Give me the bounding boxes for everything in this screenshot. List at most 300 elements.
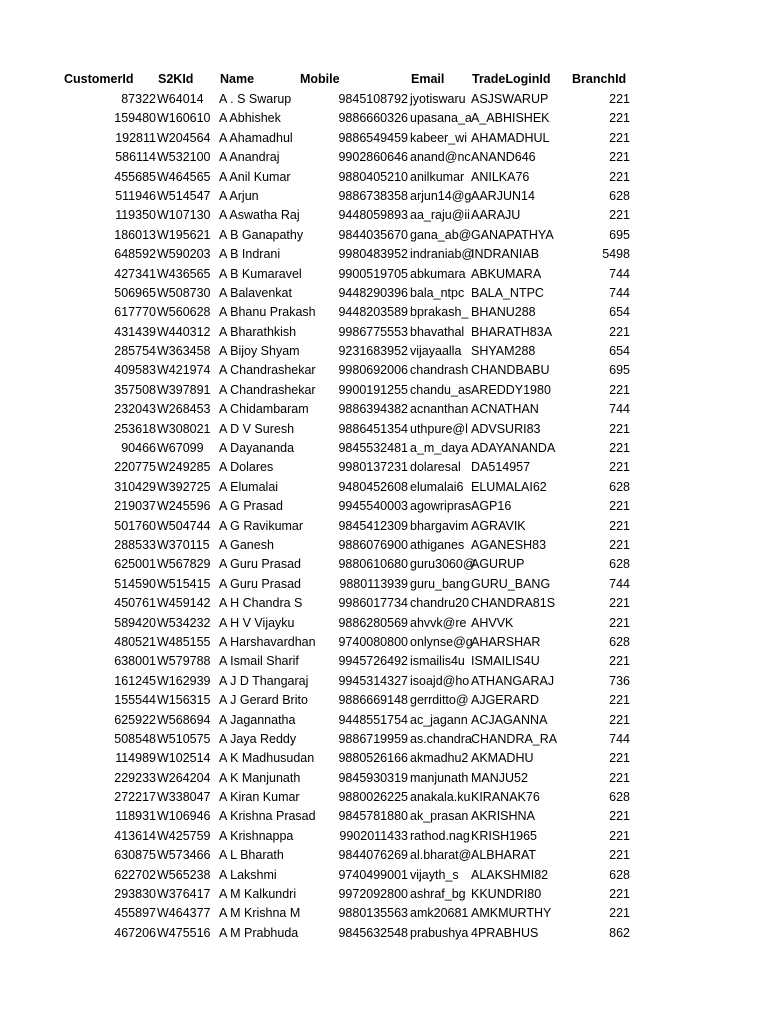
customer-id-cell[interactable]: 118931 [115, 809, 156, 824]
s2k-id-cell[interactable]: W515415 [157, 576, 211, 591]
customer-id-cell[interactable]: 586114 [115, 150, 156, 165]
branch-id-cell[interactable]: 221 [609, 615, 630, 630]
trade-login-id-cell[interactable]: AGANESH83 [471, 537, 547, 552]
trade-login-id-cell[interactable]: AHARSHAR [471, 634, 541, 649]
customer-id-cell[interactable]: 119350 [115, 208, 156, 223]
trade-login-id-cell[interactable]: BHARATH83A [471, 324, 553, 339]
branch-id-cell[interactable]: 628 [609, 790, 630, 805]
mobile-cell[interactable]: 9448203589 [338, 305, 408, 320]
email-cell[interactable]: chandu_as [410, 382, 472, 397]
customer-id-cell[interactable]: 220775 [114, 460, 156, 475]
s2k-id-cell[interactable]: W376417 [157, 887, 211, 902]
mobile-cell[interactable]: 9880113939 [339, 576, 408, 591]
customer-id-cell[interactable]: 285754 [114, 344, 156, 359]
branch-id-cell[interactable]: 221 [609, 92, 630, 106]
name-cell[interactable]: A H V Vijayku [219, 615, 295, 630]
trade-login-id-cell[interactable]: ADAYANANDA [471, 441, 556, 456]
trade-login-id-cell[interactable]: CHANDRA_RA [471, 731, 558, 746]
email-cell[interactable]: manjunath [410, 770, 469, 785]
branch-id-cell[interactable]: 221 [609, 906, 630, 921]
trade-login-id-cell[interactable]: ISMAILIS4U [471, 654, 540, 669]
col-header-s2k-id[interactable]: S2KId [158, 72, 194, 86]
email-cell[interactable]: ac_jagann [410, 712, 468, 727]
email-cell[interactable]: anakala.ku [410, 790, 471, 805]
mobile-cell[interactable]: 9448290396 [338, 285, 408, 300]
trade-login-id-cell[interactable]: AKRISHNA [471, 809, 535, 824]
customer-id-cell[interactable]: 514590 [114, 576, 156, 591]
email-cell[interactable]: athiganes [410, 537, 465, 552]
s2k-id-cell[interactable]: W249285 [157, 460, 211, 475]
customer-id-cell[interactable]: 186013 [114, 227, 156, 242]
branch-id-cell[interactable]: 221 [609, 421, 630, 436]
mobile-cell[interactable]: 9845532481 [338, 441, 408, 456]
branch-id-cell[interactable]: 221 [609, 111, 630, 126]
trade-login-id-cell[interactable]: AARAJU [471, 208, 521, 223]
mobile-cell[interactable]: 9986017734 [338, 596, 408, 611]
name-cell[interactable]: A J Gerard Brito [219, 693, 308, 708]
s2k-id-cell[interactable]: W565238 [157, 867, 211, 882]
s2k-id-cell[interactable]: W363458 [157, 344, 211, 359]
s2k-id-cell[interactable]: W567829 [157, 557, 211, 572]
name-cell[interactable]: A Bhanu Prakash [219, 305, 316, 320]
name-cell[interactable]: A B Kumaravel [219, 266, 302, 281]
email-cell[interactable]: elumalai6 [410, 479, 464, 494]
name-cell[interactable]: A G Prasad [219, 499, 283, 514]
customer-id-cell[interactable]: 589420 [114, 615, 156, 630]
email-cell[interactable]: prabushya [410, 925, 469, 940]
customer-id-cell[interactable]: 87322 [121, 92, 156, 106]
name-cell[interactable]: A Ganesh [219, 537, 274, 552]
email-cell[interactable]: onlynse@g [410, 634, 473, 649]
name-cell[interactable]: A Bharathkish [219, 324, 297, 339]
branch-id-cell[interactable]: 744 [609, 731, 630, 746]
trade-login-id-cell[interactable]: KRISH1965 [471, 828, 538, 843]
trade-login-id-cell[interactable]: AGRAVIK [471, 518, 526, 533]
customer-id-cell[interactable]: 288533 [114, 537, 156, 552]
s2k-id-cell[interactable]: W102514 [157, 751, 211, 766]
name-cell[interactable]: A Chidambaram [219, 402, 309, 417]
mobile-cell[interactable]: 9880135563 [338, 906, 408, 921]
customer-id-cell[interactable]: 357508 [114, 382, 156, 397]
branch-id-cell[interactable]: 862 [609, 925, 630, 940]
s2k-id-cell[interactable]: W573466 [157, 848, 211, 863]
s2k-id-cell[interactable]: W67099 [157, 441, 204, 456]
email-cell[interactable]: upasana_a [410, 111, 472, 126]
branch-id-cell[interactable]: 221 [609, 324, 630, 339]
name-cell[interactable]: A Krishnappa [219, 828, 294, 843]
branch-id-cell[interactable]: 221 [609, 130, 630, 145]
email-cell[interactable]: chandru20 [410, 596, 470, 611]
trade-login-id-cell[interactable]: 4PRABHUS [471, 925, 539, 940]
name-cell[interactable]: A K Madhusudan [219, 751, 315, 766]
s2k-id-cell[interactable]: W425759 [157, 828, 211, 843]
col-header-name[interactable]: Name [220, 72, 255, 86]
branch-id-cell[interactable]: 744 [609, 402, 630, 417]
name-cell[interactable]: A Lakshmi [219, 867, 277, 882]
trade-login-id-cell[interactable]: ELUMALAI62 [471, 479, 547, 494]
mobile-cell[interactable]: 9886451354 [338, 421, 408, 436]
mobile-cell[interactable]: 9902011433 [339, 828, 408, 843]
customer-id-cell[interactable]: 161245 [114, 673, 156, 688]
mobile-cell[interactable]: 9886394382 [338, 402, 408, 417]
branch-id-cell[interactable]: 221 [609, 828, 630, 843]
branch-id-cell[interactable]: 221 [609, 518, 630, 533]
branch-id-cell[interactable]: 654 [609, 305, 630, 320]
branch-id-cell[interactable]: 5498 [602, 247, 630, 262]
customer-id-cell[interactable]: 427341 [114, 266, 156, 281]
customer-id-cell[interactable]: 293830 [114, 887, 156, 902]
s2k-id-cell[interactable]: W106946 [157, 809, 211, 824]
name-cell[interactable]: A M Krishna M [219, 906, 301, 921]
email-cell[interactable]: bhargavim [410, 518, 469, 533]
branch-id-cell[interactable]: 221 [609, 499, 630, 514]
trade-login-id-cell[interactable]: GURU_BANG [471, 576, 551, 591]
trade-login-id-cell[interactable]: ADVSURI83 [471, 421, 541, 436]
mobile-cell[interactable]: 9880526166 [338, 751, 408, 766]
name-cell[interactable]: A Krishna Prasad [219, 809, 316, 824]
branch-id-cell[interactable]: 221 [609, 441, 630, 456]
email-cell[interactable]: ashraf_bg [410, 887, 466, 902]
email-cell[interactable]: aa_raju@ii [410, 208, 470, 223]
name-cell[interactable]: A Guru Prasad [219, 576, 301, 591]
branch-id-cell[interactable]: 221 [609, 712, 630, 727]
branch-id-cell[interactable]: 221 [609, 382, 630, 397]
branch-id-cell[interactable]: 628 [609, 188, 630, 203]
customer-id-cell[interactable]: 506965 [114, 285, 156, 300]
s2k-id-cell[interactable]: W156315 [157, 693, 211, 708]
customer-id-cell[interactable]: 625922 [114, 712, 156, 727]
trade-login-id-cell[interactable]: GANAPATHYA [471, 227, 554, 242]
branch-id-cell[interactable]: 736 [609, 673, 630, 688]
name-cell[interactable]: A Chandrashekar [219, 382, 316, 397]
s2k-id-cell[interactable]: W268453 [157, 402, 211, 417]
email-cell[interactable]: dolaresal [410, 460, 461, 475]
mobile-cell[interactable]: 9945540003 [338, 499, 408, 514]
name-cell[interactable]: A Dolares [219, 460, 274, 475]
trade-login-id-cell[interactable]: AKMADHU [471, 751, 534, 766]
s2k-id-cell[interactable]: W397891 [157, 382, 211, 397]
mobile-cell[interactable]: 9448551754 [338, 712, 408, 727]
trade-login-id-cell[interactable]: BHANU288 [471, 305, 536, 320]
branch-id-cell[interactable]: 744 [609, 266, 630, 281]
mobile-cell[interactable]: 9844035670 [338, 227, 408, 242]
col-header-customer-id[interactable]: CustomerId [64, 72, 134, 86]
name-cell[interactable]: A Abhishek [219, 111, 281, 126]
trade-login-id-cell[interactable]: AHVVK [471, 615, 514, 630]
s2k-id-cell[interactable]: W534232 [157, 615, 211, 630]
branch-id-cell[interactable]: 221 [609, 150, 630, 165]
email-cell[interactable]: guru3060@ [410, 557, 476, 572]
s2k-id-cell[interactable]: W508730 [157, 285, 211, 300]
name-cell[interactable]: A Chandrashekar [219, 363, 316, 378]
email-cell[interactable]: kabeer_wi [410, 130, 467, 145]
customer-id-cell[interactable]: 232043 [114, 402, 156, 417]
trade-login-id-cell[interactable]: AJGERARD [471, 693, 540, 708]
branch-id-cell[interactable]: 221 [609, 887, 630, 902]
trade-login-id-cell[interactable]: AREDDY1980 [471, 382, 551, 397]
name-cell[interactable]: A . S Swarup [219, 92, 292, 106]
branch-id-cell[interactable]: 628 [609, 867, 630, 882]
s2k-id-cell[interactable]: W160610 [157, 111, 211, 126]
col-header-email[interactable]: Email [411, 72, 445, 86]
name-cell[interactable]: A G Ravikumar [219, 518, 304, 533]
customer-id-cell[interactable]: 114989 [115, 751, 156, 766]
name-cell[interactable]: A Anandraj [219, 150, 280, 165]
mobile-cell[interactable]: 9945726492 [338, 654, 408, 669]
name-cell[interactable]: A K Manjunath [219, 770, 301, 785]
branch-id-cell[interactable]: 654 [609, 344, 630, 359]
s2k-id-cell[interactable]: W485155 [157, 634, 211, 649]
customer-id-cell[interactable]: 638001 [114, 654, 156, 669]
email-cell[interactable]: arjun14@g [410, 188, 472, 203]
customer-id-cell[interactable]: 625001 [114, 557, 156, 572]
email-cell[interactable]: guru_bang [410, 576, 470, 591]
trade-login-id-cell[interactable]: AGURUP [471, 557, 525, 572]
mobile-cell[interactable]: 9886738358 [338, 188, 408, 203]
branch-id-cell[interactable]: 628 [609, 557, 630, 572]
trade-login-id-cell[interactable]: ASJSWARUP [471, 92, 549, 106]
branch-id-cell[interactable]: 628 [609, 479, 630, 494]
s2k-id-cell[interactable]: W560628 [157, 305, 211, 320]
name-cell[interactable]: A Jaya Reddy [219, 731, 297, 746]
trade-login-id-cell[interactable]: DA514957 [471, 460, 531, 475]
customer-id-cell[interactable]: 480521 [114, 634, 156, 649]
branch-id-cell[interactable]: 221 [609, 208, 630, 223]
trade-login-id-cell[interactable]: AMKMURTHY [471, 906, 552, 921]
customer-id-cell[interactable]: 648592 [114, 247, 156, 262]
trade-login-id-cell[interactable]: ANAND646 [471, 150, 536, 165]
s2k-id-cell[interactable]: W204564 [157, 130, 211, 145]
mobile-cell[interactable]: 9845412309 [338, 518, 408, 533]
s2k-id-cell[interactable]: W107130 [157, 208, 211, 223]
branch-id-cell[interactable]: 221 [609, 596, 630, 611]
mobile-cell[interactable]: 9480452608 [338, 479, 408, 494]
branch-id-cell[interactable]: 221 [609, 848, 630, 863]
trade-login-id-cell[interactable]: A_ABHISHEK [471, 111, 550, 126]
branch-id-cell[interactable]: 221 [609, 751, 630, 766]
trade-login-id-cell[interactable]: AARJUN14 [471, 188, 535, 203]
s2k-id-cell[interactable]: W510575 [157, 731, 211, 746]
s2k-id-cell[interactable]: W475516 [157, 925, 211, 940]
customer-id-cell[interactable]: 501760 [114, 518, 156, 533]
mobile-cell[interactable]: 9980483952 [338, 247, 408, 262]
customer-id-cell[interactable]: 409583 [114, 363, 156, 378]
mobile-cell[interactable]: 9980137231 [338, 460, 408, 475]
name-cell[interactable]: A Jagannatha [219, 712, 296, 727]
trade-login-id-cell[interactable]: MANJU52 [471, 770, 528, 785]
trade-login-id-cell[interactable]: CHANDBABU [471, 363, 550, 378]
col-header-branch-id[interactable]: BranchId [572, 72, 627, 86]
s2k-id-cell[interactable]: W370115 [157, 537, 210, 552]
branch-id-cell[interactable]: 695 [609, 363, 630, 378]
customer-id-cell[interactable]: 630875 [114, 848, 156, 863]
customer-id-cell[interactable]: 192811 [115, 130, 156, 145]
s2k-id-cell[interactable]: W421974 [157, 363, 211, 378]
mobile-cell[interactable]: 9945314327 [338, 673, 408, 688]
mobile-cell[interactable]: 9886660326 [338, 111, 408, 126]
s2k-id-cell[interactable]: W464377 [157, 906, 211, 921]
branch-id-cell[interactable]: 744 [609, 285, 630, 300]
mobile-cell[interactable]: 9448059893 [338, 208, 408, 223]
email-cell[interactable]: vijayth_s [410, 867, 459, 882]
customer-id-cell[interactable]: 431439 [114, 324, 156, 339]
mobile-cell[interactable]: 9740080800 [338, 634, 408, 649]
s2k-id-cell[interactable]: W264204 [157, 770, 211, 785]
mobile-cell[interactable]: 9845930319 [338, 770, 408, 785]
mobile-cell[interactable]: 9844076269 [338, 848, 408, 863]
customer-id-cell[interactable]: 159480 [114, 111, 156, 126]
email-cell[interactable]: anand@nc [410, 150, 471, 165]
email-cell[interactable]: ahvvk@re [410, 615, 467, 630]
mobile-cell[interactable]: 9740499001 [338, 867, 408, 882]
name-cell[interactable]: A Kiran Kumar [219, 790, 300, 805]
s2k-id-cell[interactable]: W504744 [157, 518, 211, 533]
s2k-id-cell[interactable]: W464565 [157, 169, 211, 184]
name-cell[interactable]: A H Chandra S [219, 596, 303, 611]
customer-id-cell[interactable]: 253618 [114, 421, 156, 436]
name-cell[interactable]: A B Ganapathy [219, 227, 304, 242]
mobile-cell[interactable]: 9886076900 [338, 537, 408, 552]
trade-login-id-cell[interactable]: ANILKA76 [471, 169, 530, 184]
email-cell[interactable]: indraniab@ [410, 247, 475, 262]
mobile-cell[interactable]: 9900191255 [338, 382, 408, 397]
email-cell[interactable]: vijayaalla [410, 344, 462, 359]
mobile-cell[interactable]: 9886669148 [338, 693, 408, 708]
branch-id-cell[interactable]: 744 [609, 576, 630, 591]
customer-id-cell[interactable]: 229233 [114, 770, 156, 785]
mobile-cell[interactable]: 9880405210 [338, 169, 408, 184]
s2k-id-cell[interactable]: W459142 [157, 596, 211, 611]
mobile-cell[interactable]: 9231683952 [338, 344, 408, 359]
s2k-id-cell[interactable]: W579788 [157, 654, 211, 669]
s2k-id-cell[interactable]: W440312 [157, 324, 211, 339]
trade-login-id-cell[interactable]: BALA_NTPC [471, 285, 544, 300]
s2k-id-cell[interactable]: W195621 [157, 227, 211, 242]
branch-id-cell[interactable]: 221 [609, 770, 630, 785]
email-cell[interactable]: agowripras [410, 499, 472, 514]
s2k-id-cell[interactable]: W308021 [157, 421, 211, 436]
email-cell[interactable]: rathod.nag [410, 828, 470, 843]
email-cell[interactable]: as.chandra [410, 731, 472, 746]
customer-id-cell[interactable]: 90466 [121, 441, 156, 456]
trade-login-id-cell[interactable]: ALBHARAT [471, 848, 537, 863]
customer-id-cell[interactable]: 511946 [115, 188, 156, 203]
name-cell[interactable]: A Aswatha Raj [219, 208, 300, 223]
trade-login-id-cell[interactable]: AGP16 [471, 499, 512, 514]
branch-id-cell[interactable]: 628 [609, 634, 630, 649]
trade-login-id-cell[interactable]: ABKUMARA [471, 266, 542, 281]
mobile-cell[interactable]: 9845108792 [338, 92, 408, 106]
email-cell[interactable]: ismailis4u [410, 654, 465, 669]
trade-login-id-cell[interactable]: ALAKSHMI82 [471, 867, 549, 882]
mobile-cell[interactable]: 9886280569 [338, 615, 408, 630]
customer-id-cell[interactable]: 455897 [114, 906, 156, 921]
s2k-id-cell[interactable]: W568694 [157, 712, 211, 727]
trade-login-id-cell[interactable]: INDRANIAB [471, 247, 540, 262]
s2k-id-cell[interactable]: W532100 [157, 150, 211, 165]
customer-id-cell[interactable]: 310429 [114, 479, 156, 494]
name-cell[interactable]: A Arjun [219, 188, 259, 203]
name-cell[interactable]: A Anil Kumar [219, 169, 291, 184]
customer-id-cell[interactable]: 467206 [114, 925, 156, 940]
trade-login-id-cell[interactable]: ACNATHAN [471, 402, 539, 417]
email-cell[interactable]: bprakash_ [410, 305, 469, 320]
email-cell[interactable]: isoajd@ho [410, 673, 470, 688]
branch-id-cell[interactable]: 221 [609, 460, 630, 475]
email-cell[interactable]: jyotiswaru [410, 92, 466, 106]
name-cell[interactable]: A M Kalkundri [219, 887, 297, 902]
email-cell[interactable]: abkumara [410, 266, 466, 281]
mobile-cell[interactable]: 9845781880 [338, 809, 408, 824]
customer-id-cell[interactable]: 413614 [114, 828, 156, 843]
name-cell[interactable]: A Balavenkat [219, 285, 292, 300]
name-cell[interactable]: A B Indrani [219, 247, 281, 262]
trade-login-id-cell[interactable]: CHANDRA81S [471, 596, 556, 611]
name-cell[interactable]: A Elumalai [219, 479, 279, 494]
s2k-id-cell[interactable]: W162939 [157, 673, 211, 688]
email-cell[interactable]: anilkumar [410, 169, 465, 184]
s2k-id-cell[interactable]: W392725 [157, 479, 211, 494]
mobile-cell[interactable]: 9972092800 [338, 887, 408, 902]
trade-login-id-cell[interactable]: ATHANGARAJ [471, 673, 555, 688]
s2k-id-cell[interactable]: W64014 [157, 92, 204, 106]
mobile-cell[interactable]: 9986775553 [338, 324, 408, 339]
trade-login-id-cell[interactable]: ACJAGANNA [471, 712, 548, 727]
name-cell[interactable]: A Dayananda [219, 441, 295, 456]
email-cell[interactable]: amk20681 [410, 906, 469, 921]
name-cell[interactable]: A Guru Prasad [219, 557, 301, 572]
s2k-id-cell[interactable]: W338047 [157, 790, 211, 805]
customer-id-cell[interactable]: 272217 [114, 790, 156, 805]
mobile-cell[interactable]: 9902860646 [338, 150, 408, 165]
customer-id-cell[interactable]: 155544 [114, 693, 156, 708]
email-cell[interactable]: ak_prasan [410, 809, 469, 824]
s2k-id-cell[interactable]: W514547 [157, 188, 211, 203]
branch-id-cell[interactable]: 221 [609, 693, 630, 708]
customer-id-cell[interactable]: 450761 [114, 596, 156, 611]
name-cell[interactable]: A Harshavardhan [219, 634, 316, 649]
customer-id-cell[interactable]: 622702 [114, 867, 156, 882]
branch-id-cell[interactable]: 695 [609, 227, 630, 242]
col-header-trade-login-id[interactable]: TradeLoginId [472, 72, 551, 86]
name-cell[interactable]: A D V Suresh [219, 421, 295, 436]
mobile-cell[interactable]: 9980692006 [338, 363, 408, 378]
branch-id-cell[interactable]: 221 [609, 654, 630, 669]
email-cell[interactable]: gerrditto@ [410, 693, 469, 708]
customer-id-cell[interactable]: 617770 [114, 305, 156, 320]
mobile-cell[interactable]: 9845632548 [338, 925, 408, 940]
customer-id-cell[interactable]: 219037 [114, 499, 156, 514]
branch-id-cell[interactable]: 221 [609, 809, 630, 824]
name-cell[interactable]: A M Prabhuda [219, 925, 299, 940]
col-header-mobile[interactable]: Mobile [300, 72, 340, 86]
name-cell[interactable]: A L Bharath [219, 848, 284, 863]
name-cell[interactable]: A Bijoy Shyam [219, 344, 300, 359]
name-cell[interactable]: A J D Thangaraj [219, 673, 309, 688]
branch-id-cell[interactable]: 221 [609, 169, 630, 184]
trade-login-id-cell[interactable]: SHYAM288 [471, 344, 536, 359]
trade-login-id-cell[interactable]: AHAMADHUL [471, 130, 550, 145]
email-cell[interactable]: acnanthan [410, 402, 469, 417]
mobile-cell[interactable]: 9886549459 [338, 130, 408, 145]
email-cell[interactable]: bala_ntpc [410, 285, 465, 300]
customer-id-cell[interactable]: 455685 [114, 169, 156, 184]
email-cell[interactable]: akmadhu2 [410, 751, 469, 766]
email-cell[interactable]: uthpure@l [410, 421, 468, 436]
name-cell[interactable]: A Ahamadhul [219, 130, 293, 145]
mobile-cell[interactable]: 9886719959 [338, 731, 408, 746]
email-cell[interactable]: chandrash [410, 363, 469, 378]
